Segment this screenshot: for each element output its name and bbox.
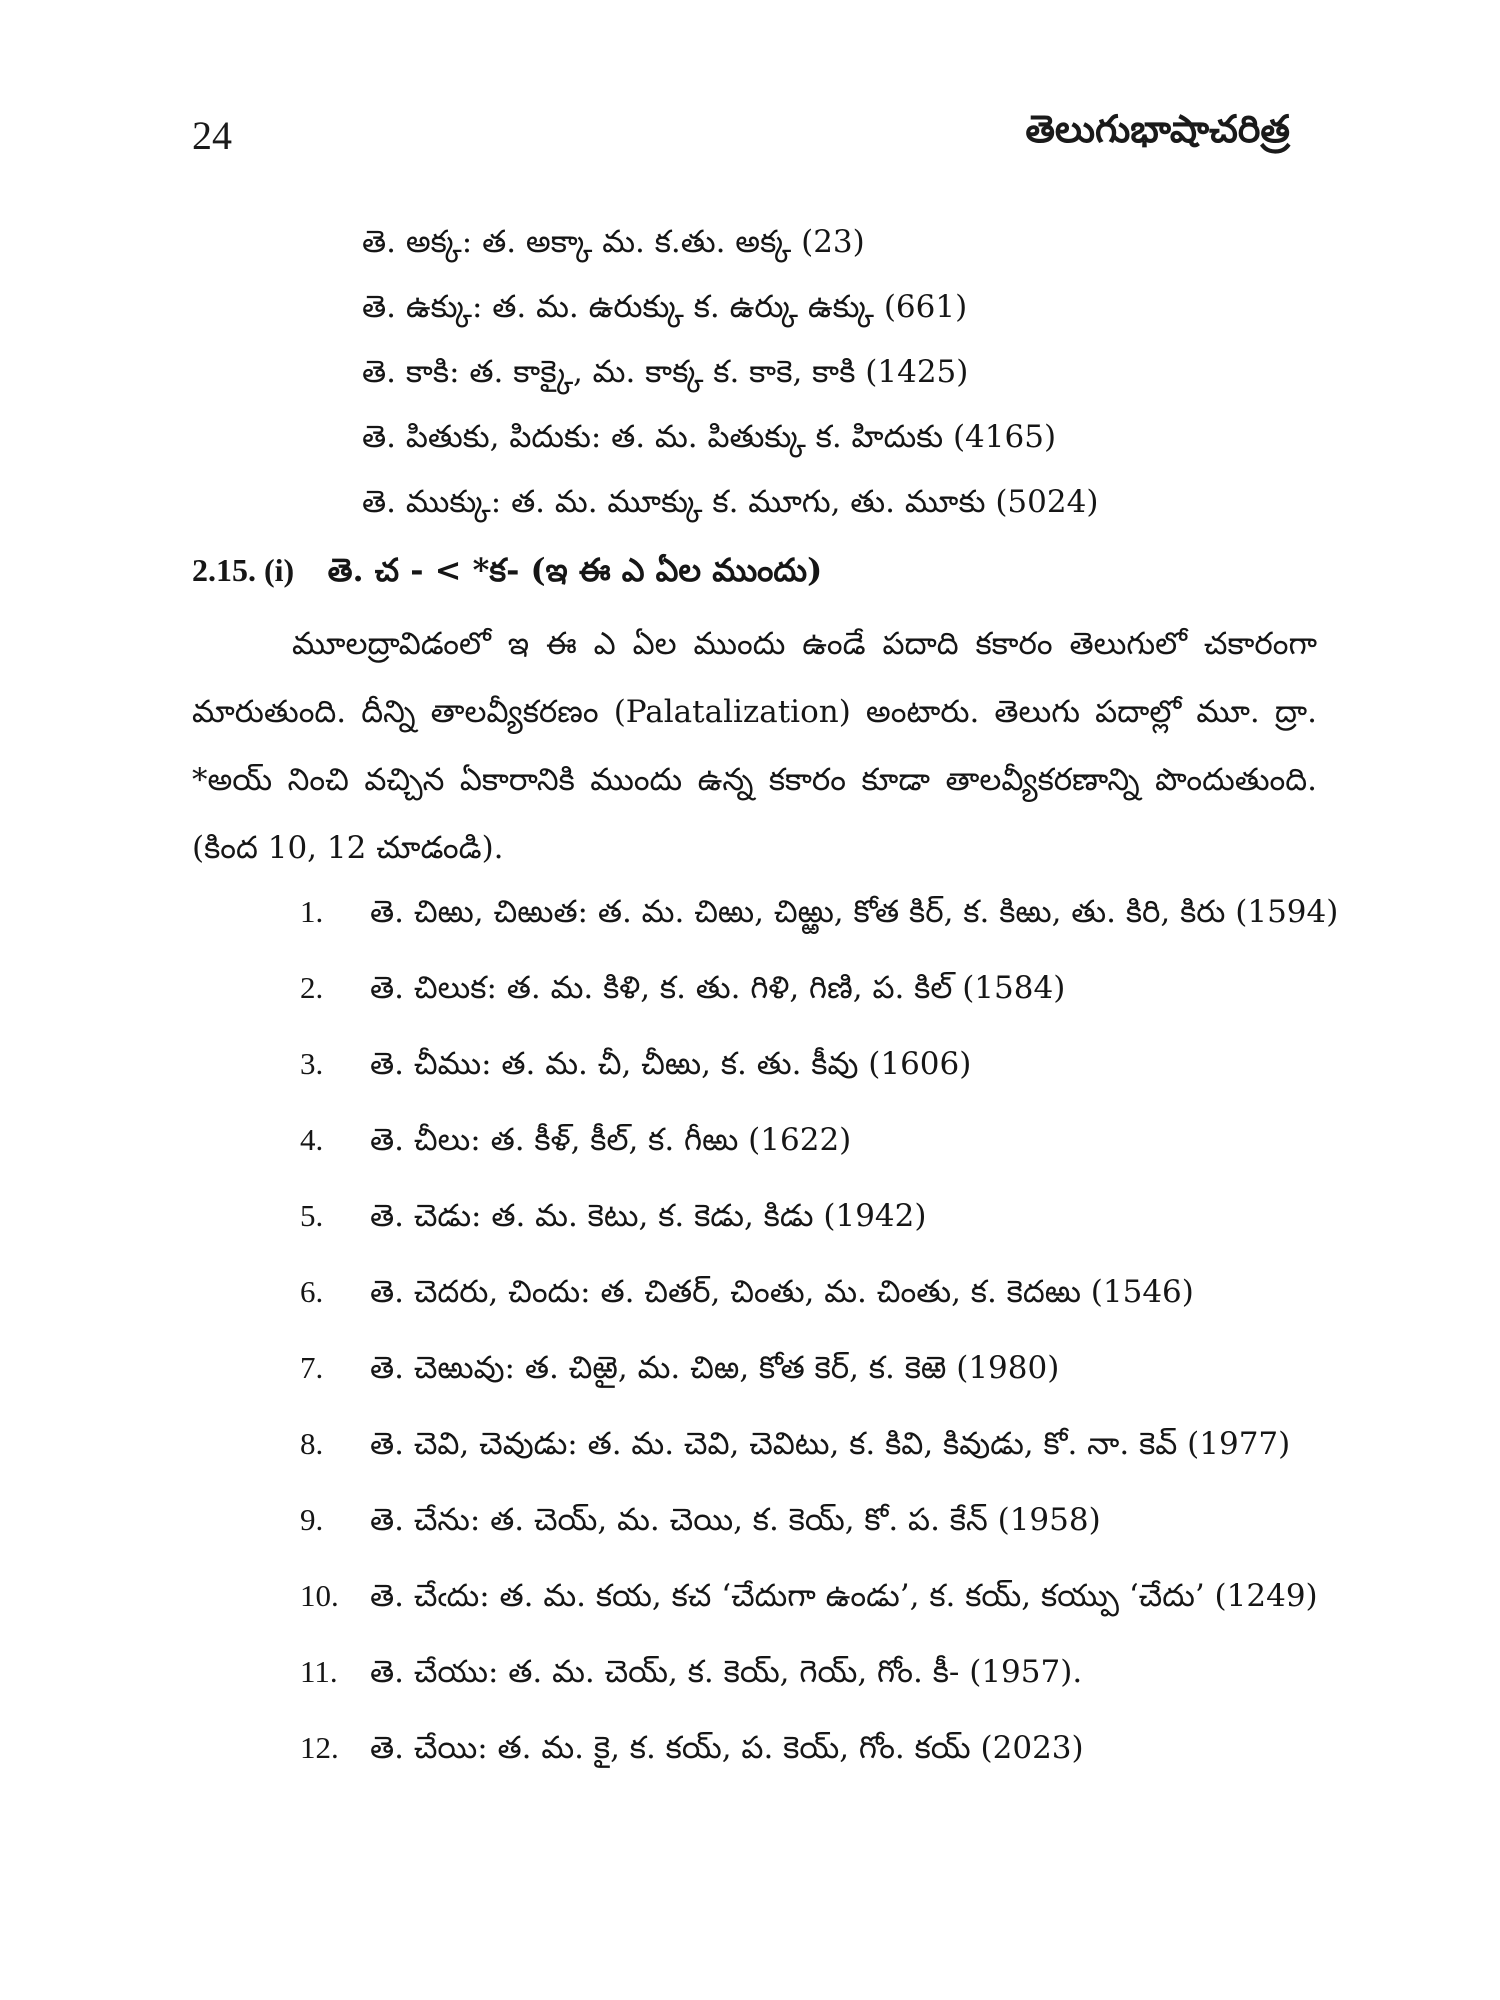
- numbered-list: [300, 878, 1340, 1790]
- list-item: తె. ఉక్కు: త. మ. ఉరుక్కు క. ఉర్కు ఉక్కు (661): [362, 289, 968, 325]
- numbered-item: [300, 1410, 1340, 1478]
- item-text: తె. చేను: త. చెయ్, మ. చెయి, క. కెయ్, కో. ప. కేన్ (1958): [370, 1502, 1101, 1538]
- item-text: తె. చిలుక: త. మ. కిళి, క. తు. గిళి, గిణి, ప. కిల్ (1584): [370, 970, 1066, 1006]
- item-text: తె. చెవి, చెవుడు: త. మ. చెవి, చెవిటు, క. కివి, కివుడు, కో. నా. కెవ్ (1977): [370, 1426, 1291, 1462]
- list-item: తె. కాకి: త. కాక్కై, మ. కాక్క క. కాకె, కాకి (1425): [362, 354, 969, 390]
- item-text: తె. చెదరు, చిందు: త. చితర్, చింతు, మ. చింతు, క. కెదఱు (1546): [370, 1274, 1194, 1310]
- list-item: తె. పితుకు, పిదుకు: త. మ. పితుక్కు క. హిదుకు (4165): [362, 419, 1057, 455]
- numbered-item: [300, 1258, 1340, 1326]
- item-text: తె. చేయి: త. మ. కై, క. కయ్, ప. కెయ్, గోం. కయ్ (2023): [370, 1730, 1084, 1766]
- numbered-item: [300, 1714, 1340, 1782]
- item-text: తె. చేయు: త. మ. చెయ్, క. కెయ్, గెయ్, గోం. కీ- (1957).: [370, 1654, 1083, 1690]
- item-number: 7.: [300, 1350, 324, 1385]
- example-list: [362, 210, 1342, 535]
- item-number: 12.: [300, 1730, 339, 1765]
- item-number: 4.: [300, 1122, 324, 1157]
- section-number: 2.15. (i): [192, 552, 295, 588]
- item-number: 9.: [300, 1502, 324, 1537]
- numbered-item: [300, 1486, 1340, 1554]
- numbered-item: [300, 1182, 1340, 1250]
- section-title: తె. చ - < *క- (ఇ ఈ ఎ ఏల ముందు): [327, 551, 823, 589]
- list-item: తె. అక్క: త. అక్కా మ. క.తు. అక్క (23): [362, 224, 865, 260]
- item-number: 2.: [300, 970, 324, 1005]
- numbered-item: [300, 954, 1340, 1022]
- item-number: 10.: [300, 1578, 339, 1613]
- page-number: 24: [192, 113, 232, 158]
- item-text: తె. చీలు: త. కీళ్, కీల్, క. గీఱు (1622): [370, 1122, 852, 1158]
- numbered-item: [300, 1106, 1340, 1174]
- item-number: 3.: [300, 1046, 324, 1081]
- numbered-item: [300, 1638, 1340, 1706]
- numbered-item: [300, 1562, 1340, 1630]
- item-number: 8.: [300, 1426, 324, 1461]
- item-number: 5.: [300, 1198, 324, 1233]
- item-text: తె. చెడు: త. మ. కెటు, క. కెడు, కిడు (1942): [370, 1198, 927, 1234]
- item-number: 11.: [300, 1654, 338, 1689]
- item-number: 1.: [300, 894, 324, 929]
- numbered-item: [300, 878, 1340, 946]
- body-paragraph: మూలద్రావిడంలో ఇ ఈ ఎ ఏల ముందు ఉండే పదాది కకారం తెలుగులో చకారంగా మారుతుంది. దీన్ని తాలవ్యీకరణం (Palatalization) అంటారు. తెలుగు పదాల్లో మూ. ద్రా. *అయ్ నించి వచ్చిన ఏకారానికి ముందు ఉన్న కకారం కూడా తాలవ్యీకరణాన్ని పొందుతుంది. (కింద 10, 12 చూడండి).: [192, 626, 1317, 866]
- item-text: తె. చేఁదు: త. మ. కయ, కచ ‘చేదుగా ఉండు’, క. కయ్, కయ్పు ‘చేదు’ (1249): [370, 1578, 1318, 1614]
- numbered-item: [300, 1030, 1340, 1098]
- running-title: తెలుగుభాషాచరిత్ర: [1025, 106, 1290, 151]
- item-number: 6.: [300, 1274, 324, 1309]
- numbered-item: [300, 1334, 1340, 1402]
- item-text: తె. చీము: త. మ. చీ, చీఱు, క. తు. కీవు (1606): [370, 1046, 972, 1082]
- item-text: తె. చెఱువు: త. చిఱై, మ. చిఱ, కోత కెర్, క. కెఱె (1980): [370, 1350, 1060, 1386]
- section-heading: [192, 540, 822, 600]
- list-item: తె. ముక్కు: త. మ. మూక్కు క. మూగు, తు. మూకు (5024): [362, 484, 1099, 520]
- item-text: తె. చిఱు, చిఱుత: త. మ. చిఱు, చిఱ్ఱు, కోత కిర్, క. కిఱు, తు. కిరి, కిరు (1594): [370, 894, 1339, 930]
